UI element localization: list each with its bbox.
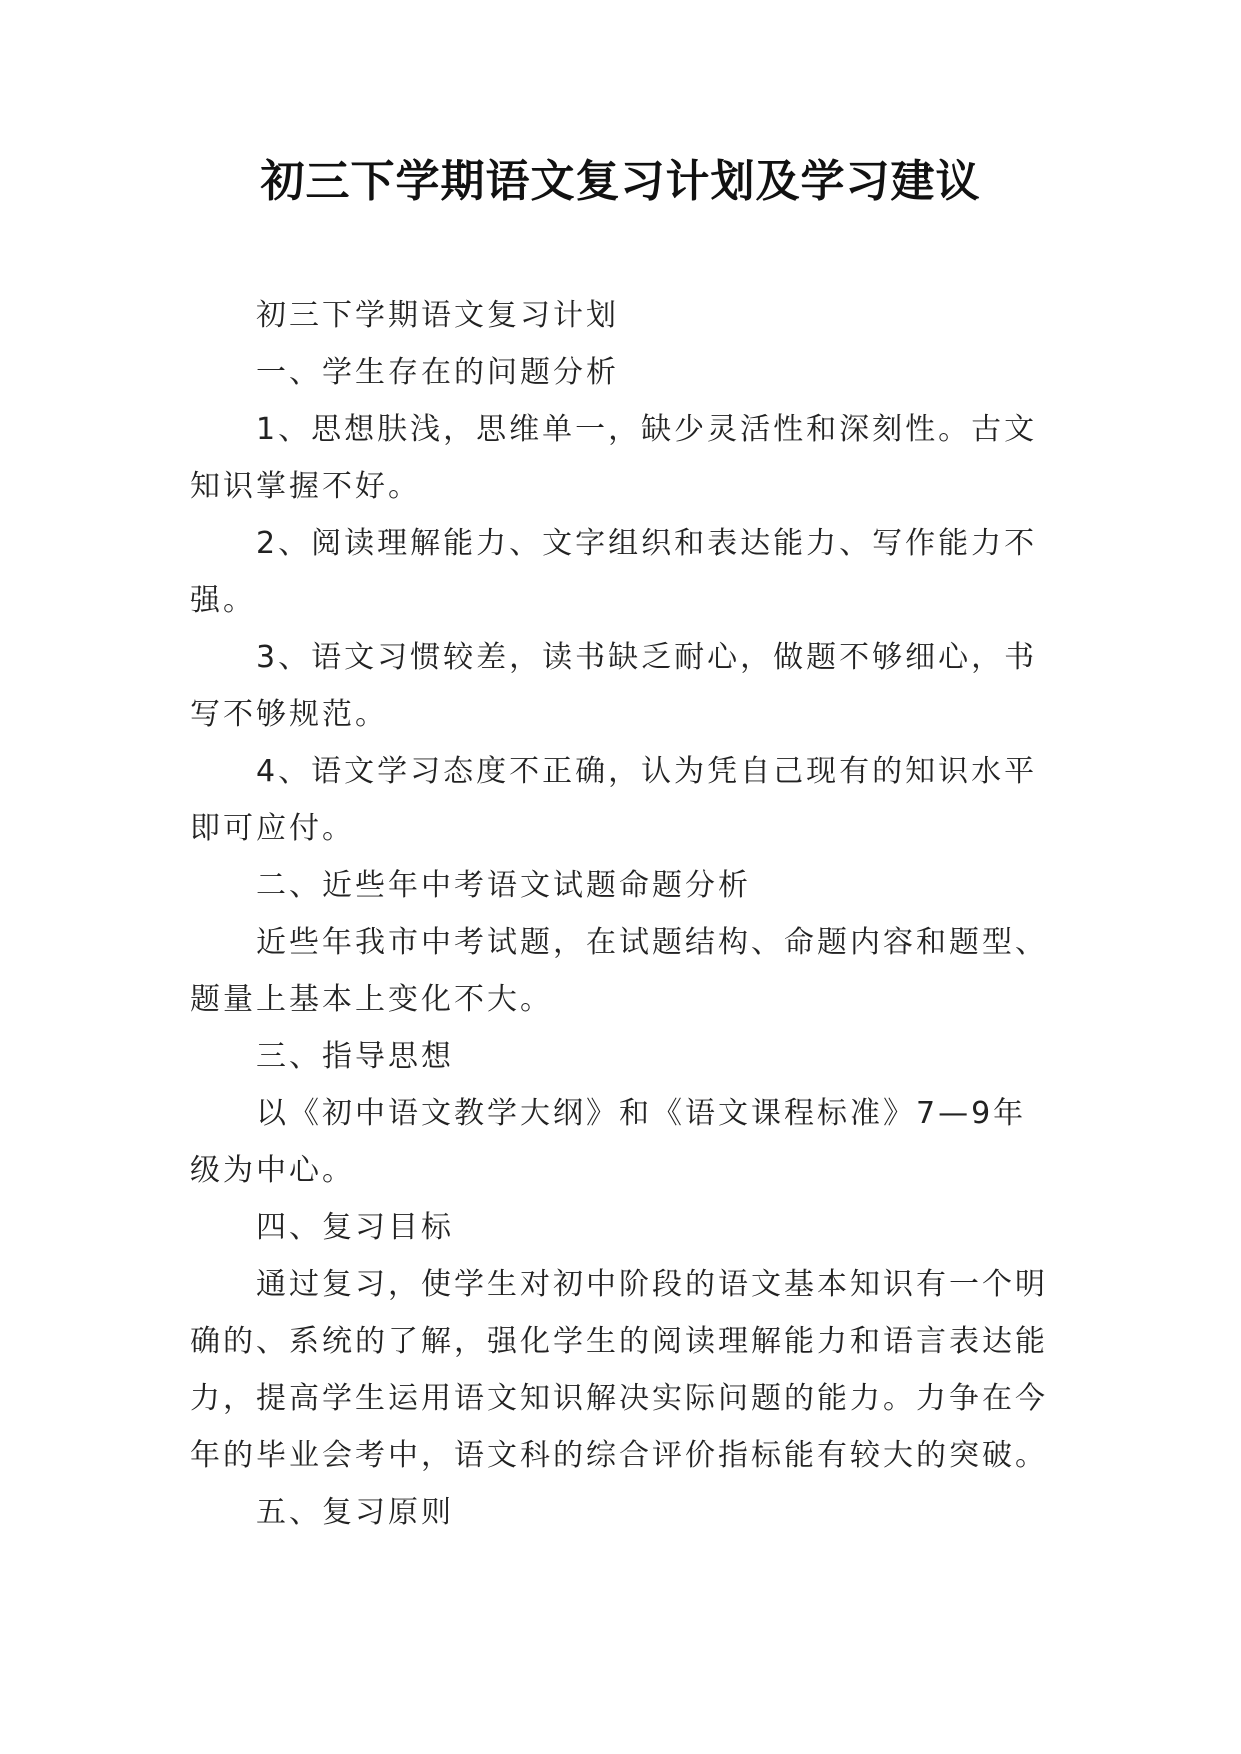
paragraph-guiding-idea: 以《初中语文教学大纲》和《语文课程标准》7—9年级为中心。	[190, 1096, 1027, 1188]
paragraph-problem-2: 2、阅读理解能力、文字组织和表达能力、写作能力不强。	[190, 526, 1038, 618]
paragraph-problem-3: 3、语文习惯较差，读书缺乏耐心，做题不够细心，书写不够规范。	[190, 640, 1038, 732]
paragraph-section-1-heading: 一、学生存在的问题分析	[256, 355, 619, 390]
paragraph-section-4-heading: 四、复习目标	[256, 1210, 454, 1245]
paragraph-review-goals: 通过复习，使学生对初中阶段的语文基本知识有一个明确的、系统的了解，强化学生的阅读理解能力和语言表达能力，提高学生运用语文知识解决实际问题的能力。力争在今年的毕业会考中，语文科的综合评价指标能有较大的突破。	[190, 1267, 1048, 1473]
paragraph-section-3-heading: 三、指导思想	[256, 1039, 454, 1074]
paragraph-problem-4: 4、语文学习态度不正确，认为凭自己现有的知识水平即可应付。	[190, 754, 1038, 846]
paragraph-section-5-heading: 五、复习原则	[256, 1495, 454, 1530]
paragraph-exam-analysis: 近些年我市中考试题，在试题结构、命题内容和题型、题量上基本上变化不大。	[190, 925, 1048, 1017]
paragraph-problem-1: 1、思想肤浅，思维单一，缺少灵活性和深刻性。古文知识掌握不好。	[190, 412, 1038, 504]
document-body	[190, 287, 1052, 1541]
paragraph-section-2-heading: 二、近些年中考语文试题命题分析	[256, 868, 751, 903]
document-title: 初三下学期语文复习计划及学习建议	[260, 156, 981, 207]
paragraph-plan-heading: 初三下学期语文复习计划	[256, 298, 619, 333]
